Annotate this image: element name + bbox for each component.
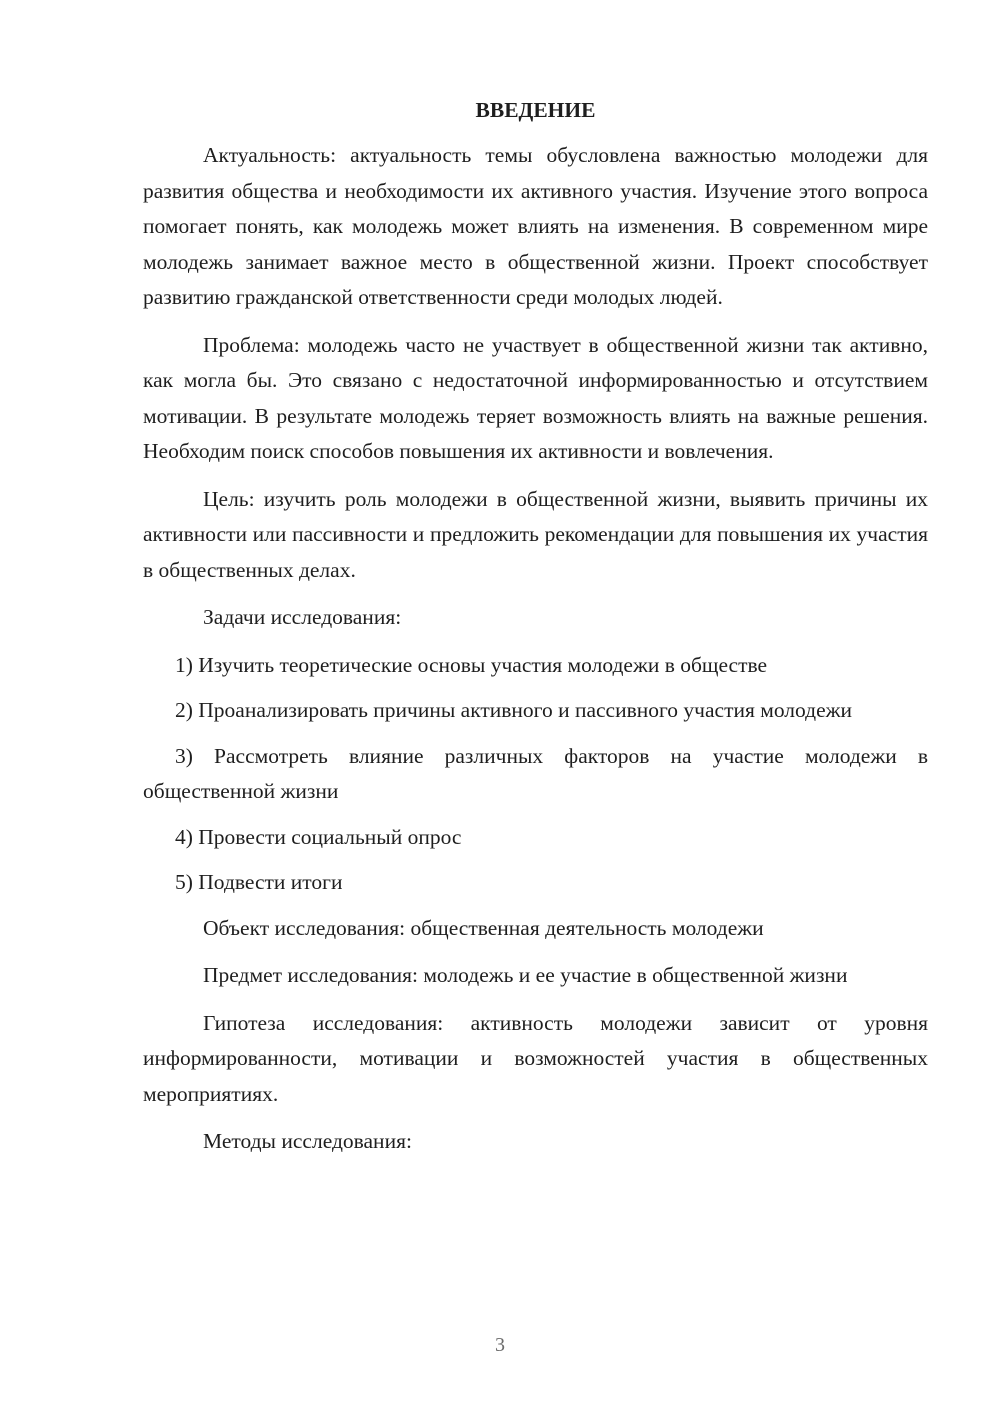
task-item: 4) Провести социальный опрос: [175, 824, 462, 849]
paragraph-relevance: Актуальность: актуальность темы обусловлена важностью молодежи для развития общества и необходимости их активного участия. Изучение этого вопроса помогает понять, как молодежь может влиять на изменения. В современном мире молодежь занимает важное место в общественной жизни. Проект способствует развитию гражданской ответственности среди молодых людей.: [143, 143, 928, 309]
task-item: 1) Изучить теоретические основы участия молодежи в обществе: [175, 652, 768, 677]
paragraph-object: Объект исследования: общественная деятельность молодежи: [203, 915, 764, 940]
paragraph-subject: Предмет исследования: молодежь и ее участие в общественной жизни: [203, 963, 848, 987]
page-number: 3: [495, 1334, 505, 1356]
paragraph-problem: Проблема: молодежь часто не участвует в общественной жизни так активно, как могла бы. Это связано с недостаточной информированностью и отсутствием мотивации. В результате молодежь теряет возможность влиять на важные решения. Необходим поиск способов повышения их активности и вовлечения.: [143, 332, 928, 463]
task-item: 5) Подвести итоги: [175, 870, 343, 894]
paragraph-hypothesis: Гипотеза исследования: активность молодежи зависит от уровня информированности, мотивации и возможностей участия в общественных мероприятиях.: [143, 1010, 928, 1106]
document-page: [143, 95, 928, 1172]
section-title: ВВЕДЕНИЕ: [475, 98, 596, 122]
task-item: 3) Рассмотреть влияние различных факторов на участие молодежи в общественной жизни: [143, 743, 928, 803]
task-item: 2) Проанализировать причины активного и пассивного участия молодежи: [175, 698, 853, 722]
tasks-heading: Задачи исследования:: [203, 605, 402, 629]
methods-heading: Методы исследования:: [203, 1129, 412, 1153]
paragraph-goal: Цель: изучить роль молодежи в общественной жизни, выявить причины их активности или пассивности и предложить рекомендации для повышения их участия в общественных делах.: [143, 486, 928, 582]
